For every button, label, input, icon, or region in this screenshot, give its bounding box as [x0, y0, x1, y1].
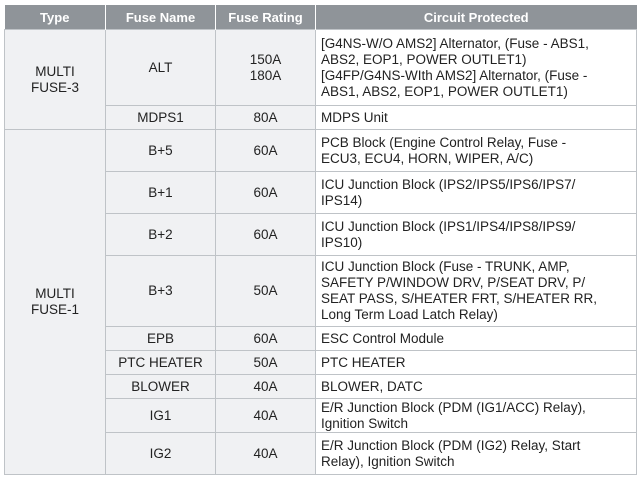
- fuse-rating-cell: [216, 433, 316, 475]
- fuse-name-cell: ALT: [106, 30, 216, 106]
- fuse-rating-cell: [216, 399, 316, 433]
- cell-line: 60A: [253, 142, 278, 158]
- cell-line: ICU Junction Block (IPS2/IPS5/IPS6/IPS7/: [321, 176, 576, 192]
- cell-line: E/R Junction Block (PDM (IG2) Relay, Start: [321, 437, 581, 453]
- cell-line: 150A: [249, 51, 282, 67]
- fuse-name-cell: B+3: [106, 256, 216, 327]
- fuse-rating-cell: [216, 327, 316, 351]
- cell-line: 60A: [253, 330, 278, 346]
- circuit-protected-cell: [316, 106, 637, 130]
- header-fuse-name: Fuse Name: [106, 5, 216, 30]
- cell-line: ICU Junction Block (Fuse - TRUNK, AMP,: [321, 259, 570, 274]
- circuit-protected-cell: [316, 399, 637, 433]
- cell-line: BLOWER, DATC: [321, 378, 423, 394]
- fuse-rating-cell: [216, 214, 316, 256]
- cell-line: Long Term Load Latch Relay): [321, 307, 498, 322]
- cell-line: 50A: [253, 354, 278, 370]
- type-cell: [5, 30, 106, 130]
- fuse-rating-cell: [216, 130, 316, 172]
- fuse-name-cell: MDPS1: [106, 106, 216, 130]
- fuse-rating-cell: [216, 375, 316, 399]
- circuit-protected-cell: [316, 30, 637, 106]
- cell-line: [G4NS-W/O AMS2] Alternator, (Fuse - ABS1,: [321, 35, 589, 51]
- cell-line: 50A: [253, 283, 278, 298]
- cell-line: Ignition Switch: [321, 415, 409, 431]
- fuse-name-cell: IG1: [106, 399, 216, 433]
- cell-line: FUSE-3: [30, 79, 79, 95]
- fuse-name-cell: EPB: [106, 327, 216, 351]
- table-body: [5, 30, 637, 475]
- cell-line: ABS2, EOP1, POWER OUTLET1): [321, 51, 527, 67]
- circuit-protected-cell: [316, 433, 637, 475]
- cell-line: ESC Control Module: [321, 330, 445, 346]
- circuit-protected-cell: [316, 172, 637, 214]
- cell-line: 40A: [253, 407, 278, 423]
- fuse-name-cell: BLOWER: [106, 375, 216, 399]
- cell-line: 80A: [253, 109, 278, 125]
- cell-line: 40A: [253, 445, 278, 461]
- circuit-protected-cell: [316, 327, 637, 351]
- cell-line: Relay), Ignition Switch: [321, 453, 455, 469]
- cell-line: ICU Junction Block (IPS1/IPS4/IPS8/IPS9/: [321, 218, 576, 234]
- cell-line: FUSE-1: [30, 302, 79, 317]
- header-type: Type: [5, 5, 106, 30]
- cell-line: MDPS Unit: [321, 109, 388, 125]
- fuse-table-container: [4, 5, 637, 475]
- cell-line: SEAT PASS, S/HEATER FRT, S/HEATER RR,: [321, 291, 598, 306]
- type-cell: [5, 130, 106, 475]
- cell-line: 180A: [249, 67, 282, 83]
- fuse-name-cell: B+2: [106, 214, 216, 256]
- header-circuit-protected: Circuit Protected: [316, 5, 637, 30]
- cell-line: ABS1, ABS2, EOP1, POWER OUTLET1): [321, 83, 568, 99]
- fuse-rating-cell: [216, 351, 316, 375]
- cell-line: 40A: [253, 378, 278, 394]
- cell-line: ECU3, ECU4, HORN, WIPER, A/C): [321, 150, 534, 166]
- header-row: [5, 5, 637, 30]
- circuit-protected-cell: [316, 375, 637, 399]
- fuse-name-cell: IG2: [106, 433, 216, 475]
- cell-line: MULTI: [35, 286, 75, 301]
- fuse-rating-cell: [216, 30, 316, 106]
- cell-line: PTC HEATER: [321, 354, 406, 370]
- table-row: [5, 30, 637, 106]
- cell-line: 60A: [253, 226, 278, 242]
- table-row: [5, 130, 637, 172]
- cell-line: MULTI: [35, 63, 75, 79]
- fuse-rating-cell: [216, 106, 316, 130]
- cell-line: IPS14): [321, 192, 363, 208]
- fuse-name-cell: B+5: [106, 130, 216, 172]
- circuit-protected-cell: [316, 214, 637, 256]
- circuit-protected-cell: [316, 256, 637, 327]
- cell-line: E/R Junction Block (PDM (IG1/ACC) Relay),: [321, 399, 586, 415]
- cell-line: SAFETY P/WINDOW DRV, P/SEAT DRV, P/: [321, 275, 586, 290]
- fuse-rating-cell: [216, 256, 316, 327]
- cell-line: IPS10): [321, 234, 363, 250]
- fuse-name-cell: PTC HEATER: [106, 351, 216, 375]
- fuse-rating-cell: [216, 172, 316, 214]
- fuse-table: [4, 5, 637, 475]
- cell-line: 60A: [253, 184, 278, 200]
- cell-line: [G4FP/G4NS-WIth AMS2] Alternator, (Fuse -: [321, 67, 588, 83]
- circuit-protected-cell: [316, 130, 637, 172]
- circuit-protected-cell: [316, 351, 637, 375]
- fuse-name-cell: B+1: [106, 172, 216, 214]
- cell-line: PCB Block (Engine Control Relay, Fuse -: [321, 134, 567, 150]
- header-fuse-rating: Fuse Rating: [216, 5, 316, 30]
